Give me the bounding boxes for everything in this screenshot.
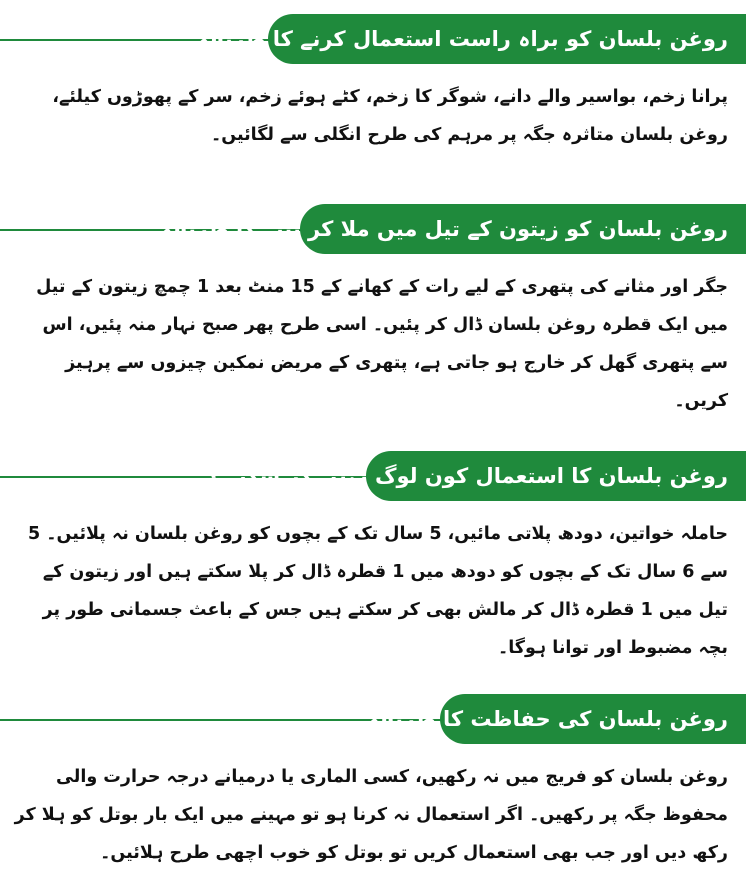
section-body: روغن بلسان کو فریج میں نہ رکھیں، کسی الماری یا درمیانے درجہ حرارت والی محفوظ جگہ پر رکھیں۔ اگر استعمال نہ کرنا ہو تو مہینے میں ایک بار بوتل کو ہلا کر رکھ دیں اور جب بھی استعمال کریں تو بوتل کو خوب اچھی طرح ہلائیں۔ (14, 767, 728, 863)
section-body: پرانا زخم، بواسیر والے دانے، شوگر کا زخم، کٹے ہوئے زخم، سر کے پھوڑوں کیلئے، روغن بلسان متاثرہ جگہ پر مرہم کی طرح انگلی سے لگائیں۔ (52, 87, 728, 145)
section-header (0, 198, 746, 260)
header-pill (359, 694, 746, 744)
section-header (0, 445, 746, 507)
section-body: حاملہ خواتین، دودھ پلاتی مائیں، 5 سال تک کے بچوں کو روغن بلسان نہ پلائیں۔ 5 سے 6 سال تک کے بچوں کو دودھ میں 1 قطرہ ڈال کر پلا سکتے ہیں اور زیتون کے تیل میں 1 قطرہ ڈال کر مالش بھی کر سکتے ہیں جس کے باعث جسمانی طور پر بچہ مضبوط اور توانا ہوگا۔ (28, 524, 728, 658)
section-storage (0, 688, 746, 872)
header-pill (206, 451, 746, 501)
section-body: جگر اور مثانے کی پتھری کے لیے رات کے کھانے کے 15 منٹ بعد 1 چمچ زیتون کے تیل میں ایک قطرہ روغن بلسان ڈال کر پئیں۔ اسی طرح پھر صبح نہار منہ پئیں، اس سے پتھری گھل کر خارج ہو جاتی ہے، پتھری کے مریض نمکین چیزوں سے پرہیز کریں۔ (36, 277, 728, 411)
section-who-cannot-use (0, 445, 746, 667)
section-heading: روغن بلسان کا استعمال کون لوگ نہیں کر سکتے ؟ (206, 464, 728, 488)
section-header (0, 8, 746, 70)
header-pill (188, 14, 746, 64)
section-heading: روغن بلسان کو زیتون کے تیل میں ملا کر پینے کا طریقہ: (152, 217, 728, 241)
section-olive-oil-mix (0, 198, 746, 420)
section-header (0, 688, 746, 750)
section-heading: روغن بلسان کی حفاظت کا طریقہ: (359, 707, 728, 731)
section-direct-use (0, 8, 746, 154)
section-heading: روغن بلسان کو براہ راست استعمال کرنے کا طریقہ: (188, 27, 728, 51)
header-pill (152, 204, 746, 254)
